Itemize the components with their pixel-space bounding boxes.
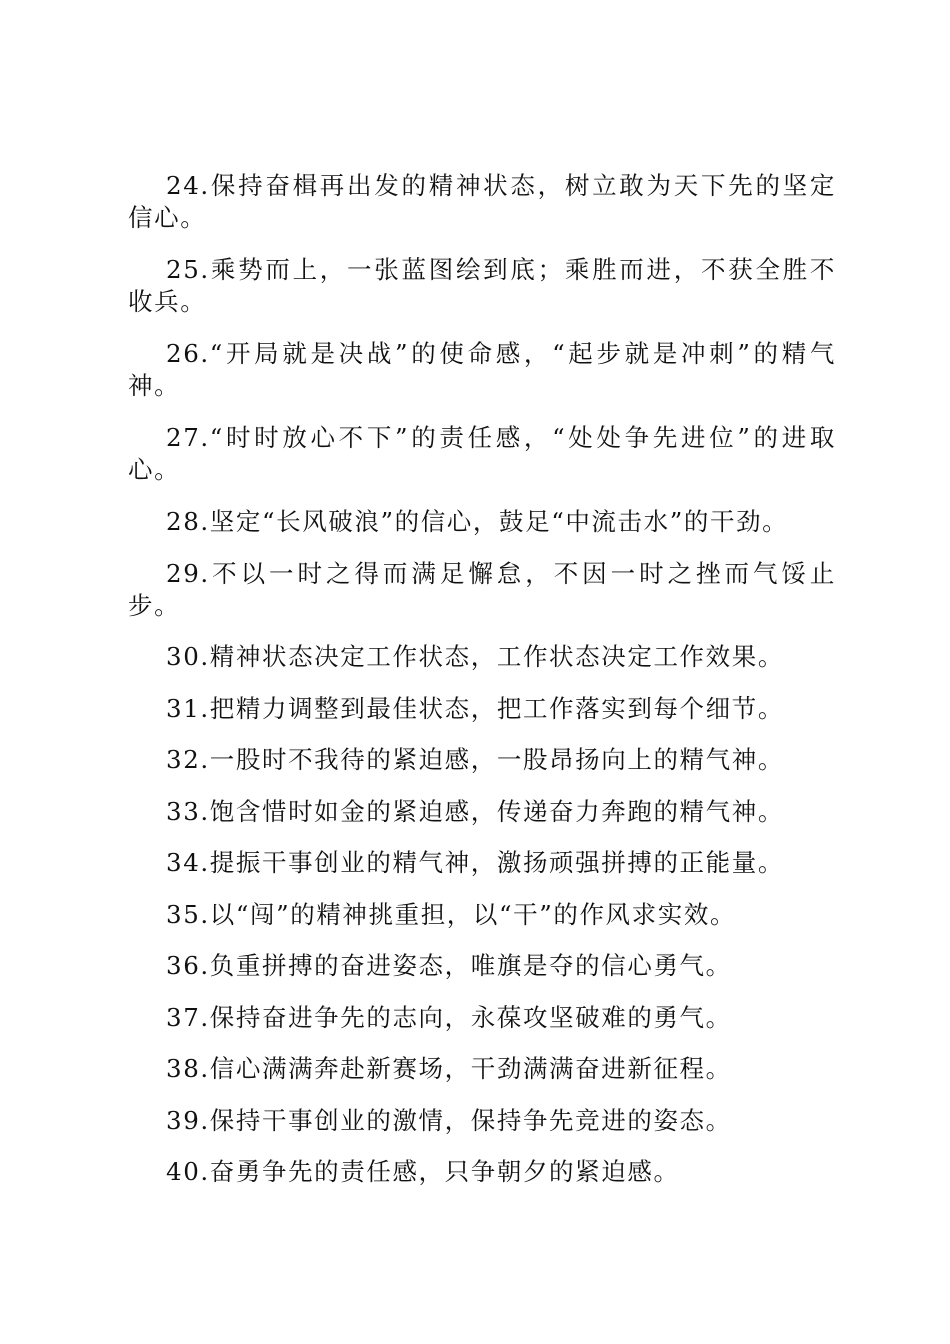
list-item: 25.乘势而上，一张蓝图绘到底；乘胜而进，不获全胜不收兵。	[128, 255, 836, 316]
list-item: 35.以“闯”的精神挑重担，以“干”的作风求实效。	[166, 899, 737, 929]
list-item: 37.保持奋进争先的志向，永葆攻坚破难的勇气。	[166, 1002, 732, 1032]
list-item: 30.精神状态决定工作状态，工作状态决定工作效果。	[166, 642, 784, 671]
list-item: 31.把精力调整到最佳状态，把工作落实到每个细节。	[166, 693, 784, 723]
list-item: 33.饱含惜时如金的紧迫感，传递奋力奔跑的精气神。	[166, 796, 784, 826]
list-item: 36.负重拼搏的奋进姿态，唯旗是夺的信心勇气。	[166, 951, 732, 980]
list-item: 27.“时时放心不下”的责任感，“处处争先进位”的进取心。	[128, 423, 836, 484]
list-item: 38.信心满满奔赴新赛场，干劲满满奋进新征程。	[166, 1054, 732, 1083]
list-item: 39.保持干事创业的激情，保持争先竞进的姿态。	[166, 1105, 732, 1135]
document-body	[128, 170, 836, 1208]
list-item: 29.不以一时之得而满足懈怠，不因一时之挫而气馁止步。	[128, 558, 836, 620]
list-item: 40.奋勇争先的责任感，只争朝夕的紧迫感。	[166, 1157, 680, 1186]
list-item: 24.保持奋楫再出发的精神状态，树立敢为天下先的坚定信心。	[128, 171, 836, 232]
list-item: 28.坚定“长风破浪”的信心，鼓足“中流击水”的干劲。	[166, 507, 789, 536]
list-item: 34.提振干事创业的精气神，激扬顽强拼搏的正能量。	[166, 848, 784, 877]
list-item: 26.“开局就是决战”的使命感，“起步就是冲刺”的精气神。	[128, 339, 836, 400]
list-item: 32.一股时不我待的紧迫感，一股昂扬向上的精气神。	[166, 745, 784, 774]
